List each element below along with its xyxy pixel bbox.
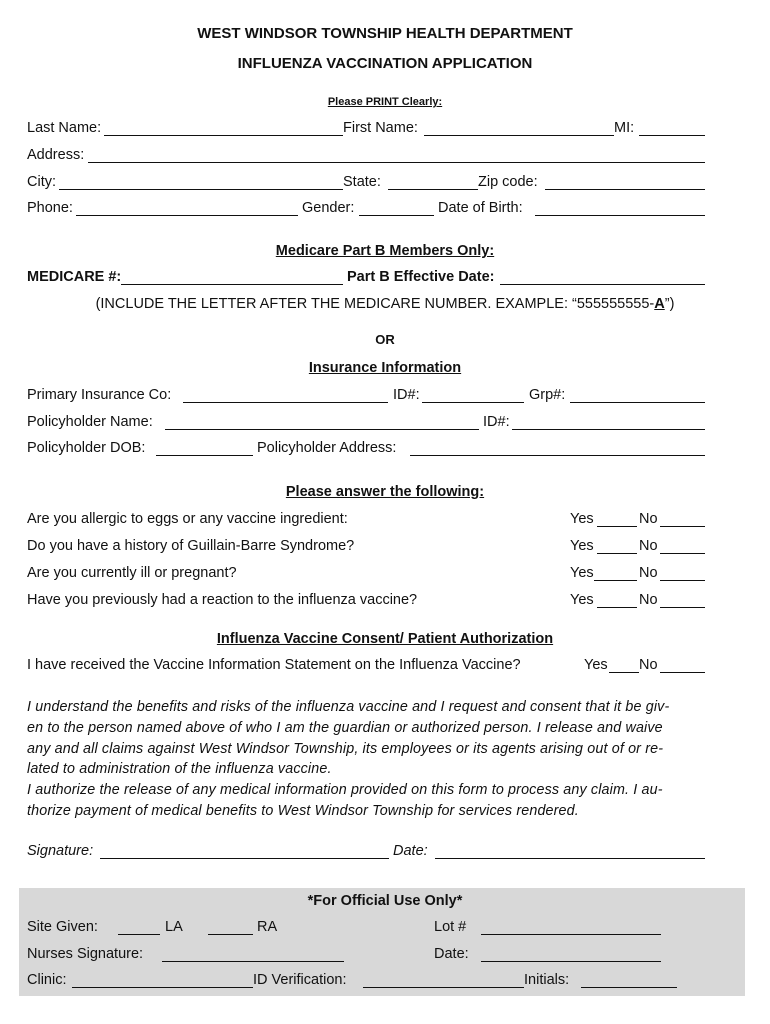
no-blank[interactable] (660, 526, 705, 527)
nurses-signature-label: Nurses Signature: (27, 946, 144, 962)
policyholder-id-field[interactable] (512, 429, 705, 430)
consent-line: I authorize the release of any medical information provided on this form to process any claim. I au- (27, 782, 663, 799)
yes-blank[interactable] (597, 526, 637, 527)
vis-no-label: No (639, 657, 658, 673)
mi-label: MI: (614, 120, 635, 136)
question-text: Do you have a history of Guillain-Barre Syndrome? (27, 538, 355, 554)
primary-insurance-label: Primary Insurance Co: (27, 387, 172, 403)
policyholder-name-label: Policyholder Name: (27, 414, 153, 430)
or-label: OR (375, 332, 395, 347)
consent-heading: Influenza Vaccine Consent/ Patient Authorization (216, 631, 554, 647)
medicare-number-label: MEDICARE #: (27, 269, 122, 285)
id-verification-label: ID Verification: (253, 972, 347, 988)
yes-blank[interactable] (597, 607, 637, 608)
form-subtitle: INFLUENZA VACCINATION APPLICATION (237, 55, 533, 72)
yes-label: Yes (570, 538, 594, 554)
initials-field[interactable] (581, 987, 677, 988)
policyholder-address-field[interactable] (410, 455, 705, 456)
site-given-label: Site Given: (27, 919, 98, 935)
gender-field[interactable] (359, 215, 434, 216)
insurance-heading: Insurance Information (308, 360, 462, 376)
phone-label: Phone: (27, 200, 73, 216)
la-label: LA (165, 919, 183, 935)
insurance-id-field[interactable] (422, 402, 524, 403)
last-name-field[interactable] (104, 135, 343, 136)
last-name-label: Last Name: (27, 120, 102, 136)
policyholder-address-label: Policyholder Address: (257, 440, 397, 456)
signature-date-label: Date: (393, 843, 428, 859)
questions-heading: Please answer the following: (285, 484, 485, 500)
yes-blank[interactable] (594, 580, 637, 581)
policyholder-dob-field[interactable] (156, 455, 253, 456)
official-date-field[interactable] (481, 961, 661, 962)
zip-label: Zip code: (478, 174, 538, 190)
effective-date-label: Part B Effective Date: (347, 269, 495, 285)
effective-date-field[interactable] (500, 284, 705, 285)
yes-label: Yes (570, 511, 594, 527)
consent-line: en to the person named above of who I am the guardian or authorized person. I release and waive (27, 719, 663, 736)
no-label: No (639, 565, 658, 581)
insurance-id-label: ID#: (393, 387, 420, 403)
primary-insurance-field[interactable] (183, 402, 388, 403)
lot-label: Lot # (434, 919, 467, 935)
consent-line: thorize payment of medical benefits to West Windsor Township for services rendered. (27, 802, 579, 819)
yes-blank[interactable] (597, 553, 637, 554)
clinic-label: Clinic: (27, 972, 67, 988)
lot-field[interactable] (481, 934, 661, 935)
zip-field[interactable] (545, 189, 705, 190)
vis-yes-label: Yes (584, 657, 608, 673)
medicare-number-field[interactable] (121, 284, 343, 285)
vis-question: I have received the Vaccine Information Statement on the Influenza Vaccine? (27, 657, 521, 673)
yes-label: Yes (570, 565, 594, 581)
signature-label: Signature: (27, 843, 94, 859)
consent-line: lated to administration of the influenza vaccine. (27, 761, 332, 778)
id-verification-field[interactable] (363, 987, 524, 988)
city-label: City: (27, 174, 56, 190)
question-text: Are you currently ill or pregnant? (27, 565, 237, 581)
vis-yes-blank[interactable] (609, 672, 639, 673)
phone-field[interactable] (76, 215, 298, 216)
official-use-heading: *For Official Use Only* (307, 893, 463, 909)
grp-label: Grp#: (529, 387, 566, 403)
official-date-label: Date: (434, 946, 469, 962)
grp-field[interactable] (570, 402, 705, 403)
question-text: Have you previously had a reaction to the influenza vaccine? (27, 592, 418, 608)
ra-label: RA (257, 919, 278, 935)
site-la-blank[interactable] (118, 934, 160, 935)
question-text: Are you allergic to eggs or any vaccine ingredient: (27, 511, 348, 527)
address-field[interactable] (88, 162, 705, 163)
form-title: WEST WINDSOR TOWNSHIP HEALTH DEPARTMENT (197, 25, 573, 42)
yes-label: Yes (570, 592, 594, 608)
no-label: No (639, 592, 658, 608)
address-label: Address: (27, 147, 85, 163)
dob-field[interactable] (535, 215, 705, 216)
no-blank[interactable] (660, 607, 705, 608)
no-blank[interactable] (660, 553, 705, 554)
site-ra-blank[interactable] (208, 934, 253, 935)
signature-field[interactable] (100, 858, 389, 859)
state-field[interactable] (388, 189, 478, 190)
policyholder-id-label: ID#: (483, 414, 510, 430)
gender-label: Gender: (302, 200, 355, 216)
consent-line: I understand the benefits and risks of the influenza vaccine and I request and consent that it be giv- (27, 699, 670, 715)
first-name-label: First Name: (343, 120, 418, 136)
policyholder-dob-label: Policyholder DOB: (27, 440, 146, 456)
no-label: No (639, 511, 658, 527)
first-name-field[interactable] (424, 135, 614, 136)
vis-no-blank[interactable] (660, 672, 705, 673)
dob-label: Date of Birth: (438, 200, 523, 216)
consent-line: any and all claims against West Windsor Township, its employees or its agents arising out of or re- (27, 740, 664, 757)
initials-label: Initials: (524, 972, 570, 988)
clinic-field[interactable] (72, 987, 253, 988)
medicare-heading: Medicare Part B Members Only: (275, 243, 495, 259)
no-label: No (639, 538, 658, 554)
consent-paragraph (27, 697, 733, 822)
city-field[interactable] (59, 189, 343, 190)
policyholder-name-field[interactable] (165, 429, 479, 430)
state-label: State: (343, 174, 381, 190)
print-note: Please PRINT Clearly: (327, 96, 443, 108)
mi-field[interactable] (639, 135, 705, 136)
medicare-note: (INCLUDE THE LETTER AFTER THE MEDICARE NUMBER. EXAMPLE: “555555555-A”) (95, 296, 675, 312)
no-blank[interactable] (660, 580, 705, 581)
nurses-signature-field[interactable] (162, 961, 344, 962)
signature-date-field[interactable] (435, 858, 705, 859)
